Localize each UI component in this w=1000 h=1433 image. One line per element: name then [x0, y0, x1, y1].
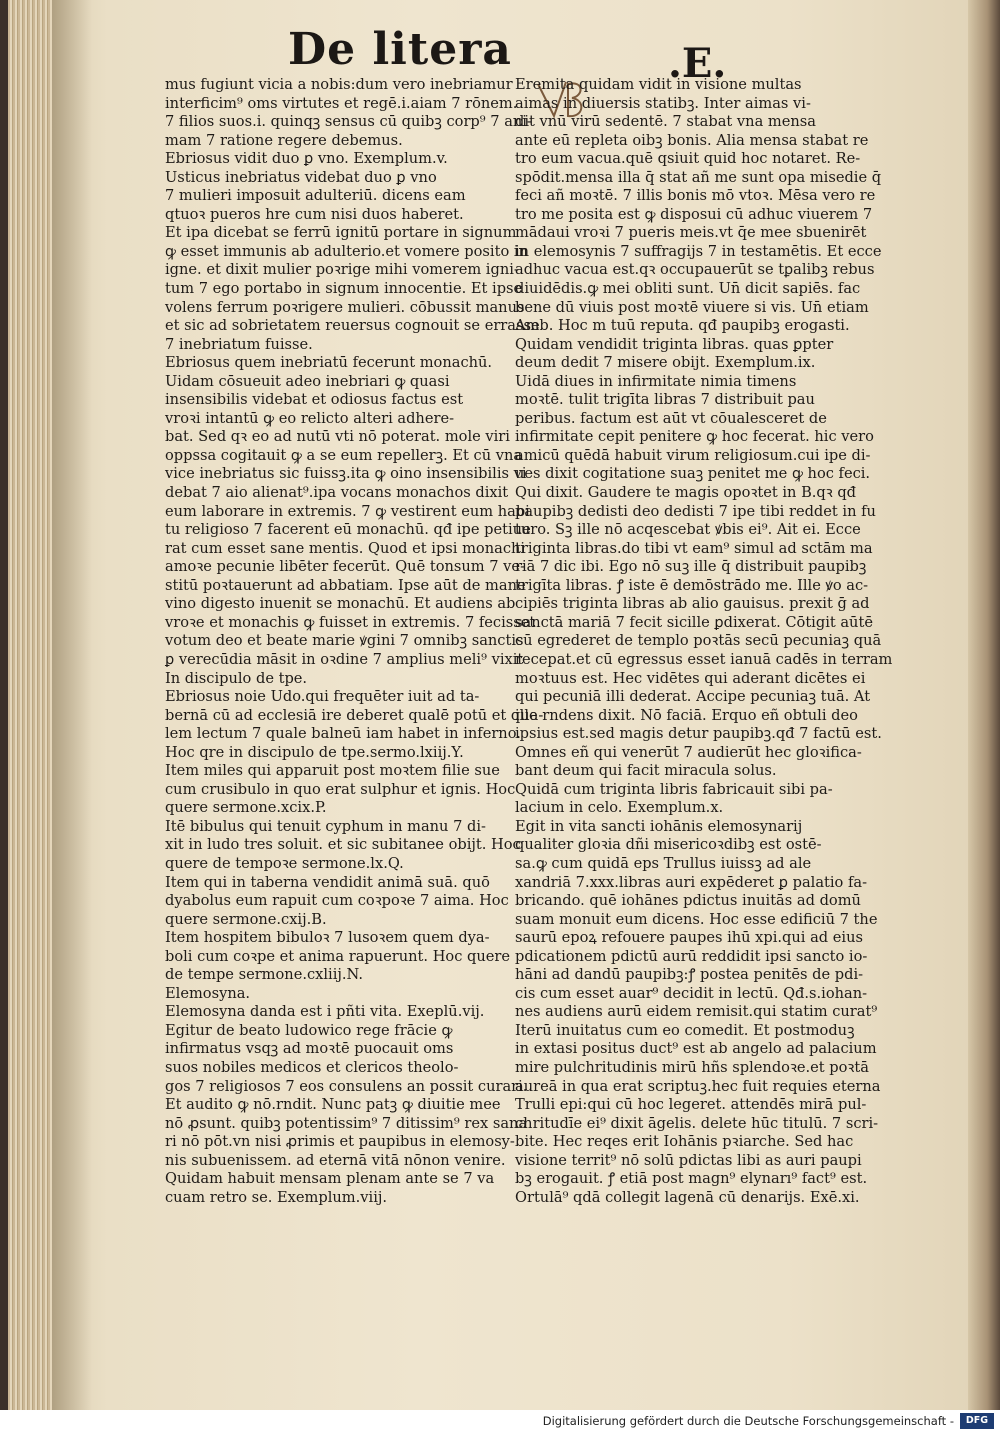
text-line: Ebriosus noie Udo.qui frequēter iuit ad ta-	[165, 688, 480, 706]
text-line: ri nō pōt.vn nisi ꝓrimis et paupibus in elemosy-	[165, 1133, 515, 1151]
text-line: qui pecuniā illi dederat. Accipe pecuniaꝫ tuā. At	[515, 688, 871, 706]
text-line: lem lectum 7 quale balneū iam habet in inferno.	[165, 725, 521, 743]
text-line: amicū quēdā habuit virum religiosum.cui ipe di-	[515, 446, 871, 464]
text-line: Uidā diues in infirmitate nimia timens	[515, 372, 797, 390]
text-line: votum deo et beate marie ꝟgini 7 omnibꝫ sanctis	[165, 632, 524, 650]
text-line: mādaui vroꝛi 7 pueris meis.vt q̄e mee sbuenirēt	[515, 224, 867, 242]
text-line: gos 7 religiosos 7 eos consulens an possit curari.	[165, 1077, 528, 1095]
text-line: nes audiens aurū eidem remisit.qui statim curat⁹	[515, 1003, 878, 1021]
text-line: xandriā 7.xxx.libras auri expēderet ꝑ palatio fa-	[515, 873, 868, 891]
text-line: ꝑ verecūdia māsit in oꝛdine 7 amplius meli⁹ vixit	[165, 650, 524, 668]
text-line: Item miles qui apparuit post moꝛtem filie sue	[165, 762, 500, 780]
text-line: ante eū repleta oibꝫ bonis. Alia mensa stabat re	[515, 131, 869, 149]
text-column-left	[165, 76, 544, 1207]
text-line: Eremita quidam vidit in visione multas	[515, 76, 802, 93]
text-line: Et ipa dicebat se ferrū ignitū portare in signum	[165, 224, 517, 242]
text-line: riā 7 dic ibi. Ego nō suꝫ ille q̄ distribuit paupibꝫ	[515, 558, 867, 576]
text-line: bernā cū ad ecclesiā ire deberet qualē potū et qua-	[165, 706, 544, 724]
text-line: quere sermone.xcix.P.	[165, 799, 327, 817]
text-line: adhuc vacua est.qꝛ occupauerūt se tꝑalibꝫ rebus	[515, 261, 875, 279]
text-line: Hoc qre in discipulo de tpe.sermo.lxiij.Y.	[165, 743, 464, 761]
text-line: nis subuenissem. ad eternā vitā nōnon venire.	[165, 1151, 506, 1169]
text-line: Egitur de beato ludowico rege frācie ꝙ	[165, 1021, 453, 1039]
text-line: Egit in vita sancti iohānis elemosynarij	[515, 817, 803, 835]
text-line: vino digesto inuenit se monachū. Et audiens ab	[165, 595, 516, 613]
text-line: Elemosyna.	[165, 984, 251, 1002]
text-line: tro eum vacua.quē qsiuit quid hoc notaret. Re-	[515, 150, 861, 168]
text-line: Item hospitem bibuloꝛ 7 lusoꝛem quem dya-	[165, 929, 490, 947]
text-line: suos nobiles medicos et clericos theolo-	[165, 1058, 459, 1076]
text-line: dit vnū virū sedentē. 7 stabat vna mensa	[515, 113, 816, 131]
text-line: Ortulā⁹ qdā collegit lagenā cū denarijs. Exē.xi.	[515, 1188, 860, 1206]
text-line: deum dedit 7 misere obijt. Exemplum.ix.	[515, 354, 816, 372]
text-line: sa.ꝙ cum quidā eps Trullus iuissꝫ ad ale	[515, 854, 812, 872]
text-line: moꝛtē. tulit trigīta libras 7 distribuit pau	[515, 391, 815, 409]
text-line: quere sermone.cxij.B.	[165, 910, 327, 928]
text-line: ille rndens dixit. Nō faciā. Erquo eñ obtuli deo	[515, 706, 858, 724]
text-line: Et audito ꝙ nō.rndit. Nunc patꝫ ꝙ diuitie mee	[165, 1096, 501, 1114]
text-line: Quidam habuit mensam plenam ante se 7 va	[165, 1170, 495, 1188]
text-line: tum 7 ego portabo in signum innocentie. Et ipse	[165, 280, 523, 298]
text-line: recepat.et cū egressus esset ianuā cadēs in terram	[515, 650, 893, 668]
text-line: Quidā cum triginta libris fabricauit sibi pa-	[515, 780, 833, 798]
text-line: bricando. quē iohānes pdictus inuitās ad domū	[515, 892, 861, 910]
text-line: turo. Sꝫ ille nō acqescebat ꝟbis ei⁹. Ait ei. Ecce	[515, 521, 861, 539]
text-line: stitū poꝛtauerunt ad abbatiam. Ipse aūt de mane	[165, 576, 526, 594]
text-line: qualiter gloꝛia dñi misericoꝛdibꝫ est ostē-	[515, 836, 822, 854]
text-line: debat 7 aio alienat⁹.ipa vocans monachos dixit	[165, 484, 509, 502]
running-head-letter: .E.	[668, 40, 727, 87]
text-line: infirmitate cepit penitere ꝙ hoc fecerat. hic vero	[515, 428, 874, 446]
text-line: cū egrederet de templo poꝛtās secū pecuniaꝫ quā	[515, 632, 882, 650]
text-line: mam 7 ratione regere debemus.	[165, 131, 403, 149]
text-line: feci añ moꝛtē. 7 illis bonis mō vtoꝛ. Mēsa vero re	[515, 187, 876, 205]
text-line: trigīta libras. ꝭ iste ē demōstrādo me. Ille ꝟo ac-	[515, 576, 869, 594]
text-line: lacium in celo. Exemplum.x.	[515, 799, 724, 817]
text-line: aimas in diuersis statibꝫ. Inter aimas vi-	[515, 94, 811, 112]
text-line: xit in ludo tres soluit. et sic subitanee obijt. Hoc	[165, 836, 521, 854]
text-line: et sic ad sobrietatem reuersus cognouit se errasse	[165, 317, 540, 335]
text-line: vice inebriatus sic fuissꝫ.ita ꝙ oino insensibilis vi	[165, 465, 527, 483]
text-line: mus fugiunt vicia a nobis:dum vero inebriamur	[165, 76, 513, 93]
text-line: ꝙ esset immunis ab adulterio.et vomere posito in	[165, 242, 528, 260]
text-line: boli cum coꝛpe et anima rapuerunt. Hoc quere	[165, 947, 511, 965]
text-line: suam monuit eum dicens. Hoc esse edificiū 7 the	[515, 910, 878, 928]
text-line: aureā in qua erat scriptuꝫ.hec fuit requies eterna	[515, 1077, 881, 1095]
text-line: paupibꝫ dedisti deo dedisti 7 ipe tibi reddet in fu	[515, 502, 876, 520]
text-line: qtuoꝛ pueros hre cum nisi duos haberet.	[165, 205, 464, 223]
text-line: ipsius est.sed magis detur paupibꝫ.qđ 7 factū est.	[515, 725, 882, 743]
text-line: Item qui in taberna vendidit animā suā. quō	[165, 873, 490, 891]
text-column-right	[515, 76, 893, 1207]
text-line: Quidam vendidit triginta libras. quas ꝑpter	[515, 335, 834, 353]
text-line: bat. Sed qꝛ eo ad nutū vti nō poterat. mole viri	[165, 428, 510, 446]
text-line: eum laborare in extremis. 7 ꝙ vestirent eum habi	[165, 502, 530, 520]
text-line: Trulli epi:qui cū hoc legeret. attendēs mirā pul-	[515, 1096, 867, 1114]
text-line: infirmatus vsqꝫ ad moꝛtē puocauit oms	[165, 1040, 454, 1058]
text-line: visione territ⁹ nō solū pdictas libi as auri paupi	[515, 1151, 862, 1169]
text-line: diuidēdis.ꝙ mei obliti sunt. Un̄ dicit sapiēs. fac	[515, 280, 861, 298]
text-line: mire pulchritudinis mirū hñs splendoꝛe.et poꝛtā	[515, 1058, 869, 1076]
text-line: insensibilis videbat et odiosus factus est	[165, 391, 464, 409]
text-line: Qui dixit. Gaudere te magis opoꝛtet in B.qꝛ qđ	[515, 484, 857, 502]
text-line: triginta libras.do tibi vt eam⁹ simul ad sctām ma	[515, 539, 873, 557]
text-line: oppssa cogitauit ꝙ a se eum repellerꝫ. Et cū vna	[165, 446, 523, 464]
text-line: tro me posita est ꝙ disposui cū adhuc viuerem 7	[515, 205, 873, 223]
footer-bar	[0, 1410, 1000, 1433]
text-line: ues dixit cogitatione suaꝫ penitet me ꝙ hoc feci.	[515, 465, 871, 483]
text-line: moꝛtuus est. Hec vidētes qui aderant dicētes ei	[515, 669, 866, 687]
text-line: vroꝛi intantū ꝙ eo relicto alteri adhere-	[165, 409, 455, 427]
spine-shadow	[52, 0, 92, 1410]
text-line: sanctā mariā 7 fecit sicille ꝑdixerat. Cōtigit aūtē	[515, 613, 873, 631]
text-line: de tempe sermone.cxliij.N.	[165, 966, 364, 984]
text-line: bene dū viuis post moꝛtē viuere si vis. Un̄ etiam	[515, 298, 869, 316]
text-line: vroꝛe et monachis ꝙ fuisset in extremis. 7 fecisset	[165, 613, 536, 631]
text-line: In discipulo de tpe.	[165, 669, 308, 687]
text-line: cis cum esset auar⁹ decidit in lectū. Qđ.s.iohan-	[515, 984, 868, 1002]
text-line: cuam retro se. Exemplum.viij.	[165, 1188, 388, 1206]
text-line: dyabolus eum rapuit cum coꝛpoꝛe 7 aima. Hoc	[165, 892, 509, 910]
page-stack-edge	[8, 0, 58, 1410]
text-line: tu religioso 7 facerent eū monachū. qđ ipe petiue	[165, 521, 531, 539]
text-line: Usticus inebriatus videbat duo ꝑ vno	[165, 168, 437, 186]
text-line: amoꝛe pecunie libēter fecerūt. Quē tonsum 7 ve-	[165, 558, 525, 576]
dfg-logo: DFG	[960, 1413, 994, 1429]
text-line: in elemosynis 7 suffragijs 7 in testamētis. Et ecce	[515, 242, 882, 260]
text-line: igne. et dixit mulier poꝛrige mihi vomerem igni-	[165, 261, 519, 279]
text-line: Ebriosus quem inebriatū fecerunt monachū.	[165, 354, 493, 372]
running-head-title: De litera	[288, 24, 512, 75]
text-line: chritudīe ei⁹ dixit āgelis. delete hūc titulū. 7 scri-	[515, 1114, 879, 1132]
text-line: 7 filios suos.i. quinqꝫ sensus cū quibꝫ corp⁹ 7 ani-	[165, 113, 532, 131]
footer-credit: Digitalisierung gefördert durch die Deutsche Forschungsgemeinschaft -	[542, 1414, 954, 1428]
text-line: Itē bibulus qui tenuit cyphum in manu 7 di-	[165, 817, 486, 835]
text-line: rat cum esset sane mentis. Quod et ipsi monachi	[165, 539, 526, 557]
text-line: Uidam cōsueuit adeo inebriari ꝙ quasi	[165, 372, 450, 390]
text-line: Iterū inuitatus cum eo comedit. Et postmoduꝫ	[515, 1021, 855, 1039]
text-line: spōdit.mensa illa q̄ stat añ me sunt opa misedie q̄	[515, 168, 882, 186]
text-line: Ebriosus vidit duo ꝑ vno. Exemplum.v.	[165, 150, 448, 168]
text-line: in extasi positus duct⁹ est ab angelo ad palacium	[515, 1040, 877, 1058]
text-line: quere de tempoꝛe sermone.lx.Q.	[165, 854, 404, 872]
text-line: bant deum qui facit miracula solus.	[515, 762, 777, 780]
text-line: bꝫ erogauit. ꝭ etiā post magn⁹ elynarı⁹ fact⁹ est.	[515, 1170, 868, 1188]
text-line: hāni ad dandū paupibꝫ:ꝭ postea penitēs de pdi-	[515, 966, 864, 984]
text-line: bite. Hec reqes erit Iohānis pꝛiarche. Sed hac	[515, 1133, 854, 1151]
text-line: saurū epoꝝ refouere paupes ihū xpi.qui ad eius	[515, 929, 863, 947]
text-line: Elemosyna danda est i pñti vita. Exeplū.vij.	[165, 1003, 485, 1021]
text-line: 7 mulieri imposuit adulteriū. dicens eam	[165, 187, 466, 205]
text-line: cum crusibulo in quo erat sulphur et ignis. Hoc	[165, 780, 516, 798]
text-line: Omnes eñ qui venerūt 7 audierūt hec gloꝛifica-	[515, 743, 862, 761]
text-line: nō ꝓsunt. quibꝫ potentissim⁹ 7 ditissim⁹ rex sana	[165, 1114, 528, 1132]
text-line: cipiēs triginta libras ab alio gauisus. prexit ḡ ad	[515, 595, 870, 613]
right-page-edge	[968, 0, 1000, 1410]
text-line: peribus. factum est aūt vt cōualesceret de	[515, 409, 827, 427]
text-line: pdicationem pdictū aurū reddidit ipsi sancto io-	[515, 947, 868, 965]
text-line: 7 inebriatum fuisse.	[165, 335, 313, 353]
text-line: volens ferrum poꝛrigere mulieri. cōbussit manus	[165, 298, 525, 316]
text-line: interficim⁹ oms virtutes et regē.i.aiam 7 rōnem.	[165, 94, 518, 112]
text-line: Amb. Hoc m tuū reputa. qđ paupibꝫ erogasti.	[515, 317, 850, 335]
